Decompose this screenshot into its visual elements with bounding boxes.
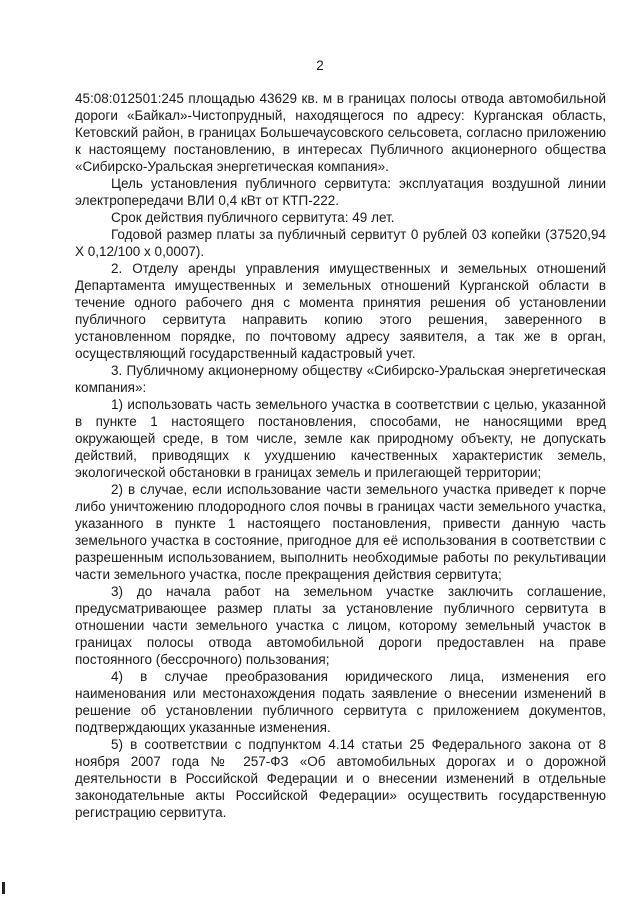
paragraph-item-3: 3. Публичному акционерному обществу «Сибирско-Уральская энергетическая компания»: (75, 363, 606, 395)
page-number: 2 (316, 58, 324, 73)
paragraph-annual-fee: Годовой размер платы за публичный сервитут 0 рублей 03 копейки (37520,94 Х 0,12/100 х 0,0007). (75, 227, 606, 259)
paragraph-duration: Срок действия публичного сервитута: 49 лет. (111, 210, 395, 225)
document-body (75, 90, 606, 821)
scan-edge-mark (2, 882, 5, 894)
paragraph-subitem-2: 2) в случае, если использование части земельного участка приведет к порче либо уничтожению плодородного слоя почвы в границах части земельного участка, указанного в пункте 1 настоящего постановления, привести данную часть земельного участка в состояние, пригодное для её использования в соответствии с разрешенным использованием, выполнить необходимые работы по рекультивации части земельного участка, после прекращения действия сервитута; (75, 482, 606, 582)
paragraph-item-2: 2. Отделу аренды управления имущественных и земельных отношений Департамента имущественных и земельных отношений Курганской области в течение одного рабочего дня с момента принятия решения об установлении публичного сервитута направить копию этого решения, заверенного в установленном порядке, по почтовому адресу заявителя, а так же в орган, осуществляющий государственный кадастровый учет. (75, 261, 606, 361)
paragraph-subitem-1: 1) использовать часть земельного участка в соответствии с целью, указанной в пункте 1 настоящего постановления, способами, не наносящими вред окружающей среде, в том числе, земле как природному объекту, не допускать действий, приводящих к ухудшению качественных характеристик земель, экологической обстановки в границах земель и прилегающей территории; (75, 397, 606, 480)
paragraph-cadastral-number: 45:08:012501:245 площадью 43629 кв. м в границах полосы отвода автомобильной дороги «Байкал»-Чистопрудный, находящегося по адресу: Курганская область, Кетовский район, в границах Большечаусовского сельсовета, согласно приложению к настоящему постановлению, в интересах Публичного акционерного общества «Сибирско-Уральская энергетическая компания». (75, 91, 606, 174)
paragraph-subitem-4: 4) в случае преобразования юридического лица, изменения его наименования или местонахождения подать заявление о внесении изменений в решение об установлении публичного сервитута с приложением документов, подтверждающих указанные изменения. (75, 669, 606, 735)
paragraph-purpose: Цель установления публичного сервитута: эксплуатация воздушной линии электропередачи ВЛИ 0,4 кВт от КТП-222. (75, 176, 606, 208)
paragraph-subitem-3: 3) до начала работ на земельном участке заключить соглашение, предусматривающее размер платы за установление публичного сервитута в отношении части земельного участка с лицом, которому земельный участок в границах полосы отвода автомобильной дороги предоставлен на праве постоянного (бессрочного) пользования; (75, 584, 606, 667)
paragraph-subitem-5: 5) в соответствии с подпунктом 4.14 статьи 25 Федерального закона от 8 ноября 2007 года № 257-ФЗ «Об автомобильных дорогах и о дорожной деятельности в Российской Федерации и о внесении изменений в отдельные законодательные акты Российской Федерации» осуществить государственную регистрацию сервитута. (75, 737, 606, 820)
